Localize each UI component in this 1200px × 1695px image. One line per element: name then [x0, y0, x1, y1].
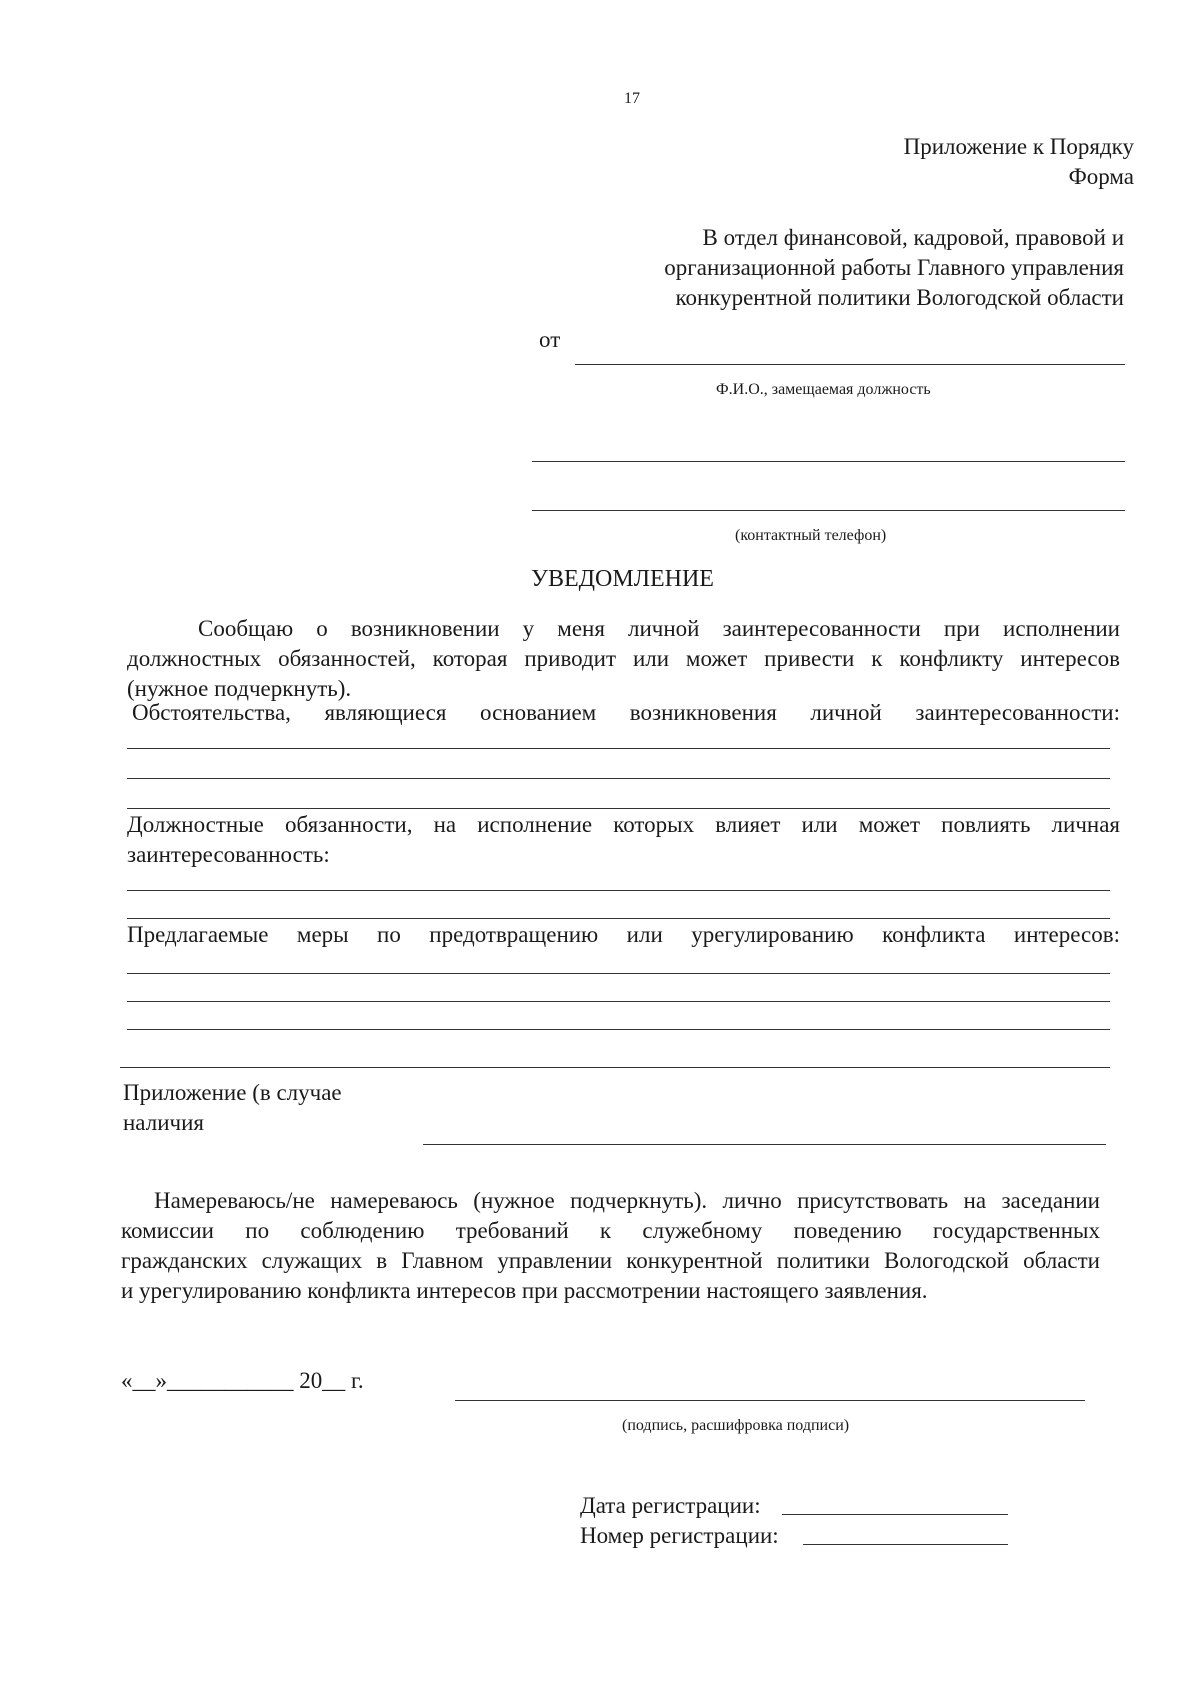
- appendix-label: Приложение к Порядку: [903, 134, 1134, 159]
- intro-line-2: должностных обязанностей, которая приводит или может привести к конфликту интересов: [127, 646, 1120, 671]
- form-label: Форма: [1068, 164, 1134, 189]
- circumstances-line-2[interactable]: [127, 778, 1110, 779]
- attachment-field-line[interactable]: [423, 1144, 1106, 1145]
- circumstances-label: Обстоятельства, являющиеся основанием возникновения личной заинтересованности:: [132, 700, 1120, 725]
- attachment-label-2: наличия: [123, 1110, 204, 1135]
- recipient-line-1: В отдел финансовой, кадровой, правовой и: [702, 225, 1124, 250]
- attachment-label-1: Приложение (в случае: [123, 1080, 342, 1105]
- registration-number-label: Номер регистрации:: [580, 1523, 779, 1548]
- registration-date-line[interactable]: [782, 1514, 1008, 1515]
- recipient-line-2: организационной работы Главного управления: [664, 255, 1124, 280]
- registration-date-label: Дата регистрации:: [580, 1493, 761, 1518]
- position-field-line[interactable]: [532, 461, 1125, 462]
- circumstances-line-3[interactable]: [127, 808, 1110, 809]
- duties-line-1: Должностные обязанности, на исполнение которых влияет или может повлиять личная: [127, 812, 1120, 837]
- measures-line-1[interactable]: [127, 973, 1110, 974]
- phone-caption: (контактный телефон): [735, 527, 887, 544]
- page-number: 17: [624, 90, 640, 107]
- intro-line-3: (нужное подчеркнуть).: [127, 676, 352, 701]
- intent-line-4: и урегулированию конфликта интересов при рассмотрении настоящего заявления.: [121, 1278, 928, 1303]
- intent-line-1: Намереваюсь/не намереваюсь (нужное подчеркнуть). лично присутствовать на заседании: [154, 1188, 1100, 1213]
- duties-line-2: заинтересованность:: [127, 842, 330, 867]
- recipient-line-3: конкурентной политики Вологодской области: [675, 285, 1124, 310]
- fio-field-line[interactable]: [575, 364, 1125, 365]
- intent-line-2: комиссии по соблюдению требований к служебному поведению государственных: [121, 1218, 1100, 1243]
- measures-label: Предлагаемые меры по предотвращению или урегулированию конфликта интересов:: [127, 922, 1120, 947]
- registration-number-line[interactable]: [803, 1544, 1008, 1545]
- measures-line-3[interactable]: [127, 1029, 1110, 1030]
- phone-field-line[interactable]: [532, 510, 1125, 511]
- fio-caption: Ф.И.О., замещаемая должность: [716, 381, 931, 398]
- circumstances-line-1[interactable]: [127, 748, 1110, 749]
- duties-field-line-1[interactable]: [127, 890, 1110, 891]
- document-title: УВЕДОМЛЕНИЕ: [531, 566, 714, 592]
- measures-line-4[interactable]: [120, 1067, 1110, 1068]
- intent-line-3: гражданских служащих в Главном управлении конкурентной политики Вологодской области: [121, 1248, 1100, 1273]
- signature-line[interactable]: [455, 1400, 1085, 1401]
- from-label: от: [539, 327, 561, 352]
- measures-line-2[interactable]: [127, 1001, 1110, 1002]
- signature-caption: (подпись, расшифровка подписи): [622, 1417, 850, 1434]
- date-field[interactable]: «__»___________ 20__ г.: [121, 1368, 364, 1393]
- intro-line-1: Сообщаю о возникновении у меня личной заинтересованности при исполнении: [198, 616, 1120, 641]
- duties-field-line-2[interactable]: [127, 918, 1110, 919]
